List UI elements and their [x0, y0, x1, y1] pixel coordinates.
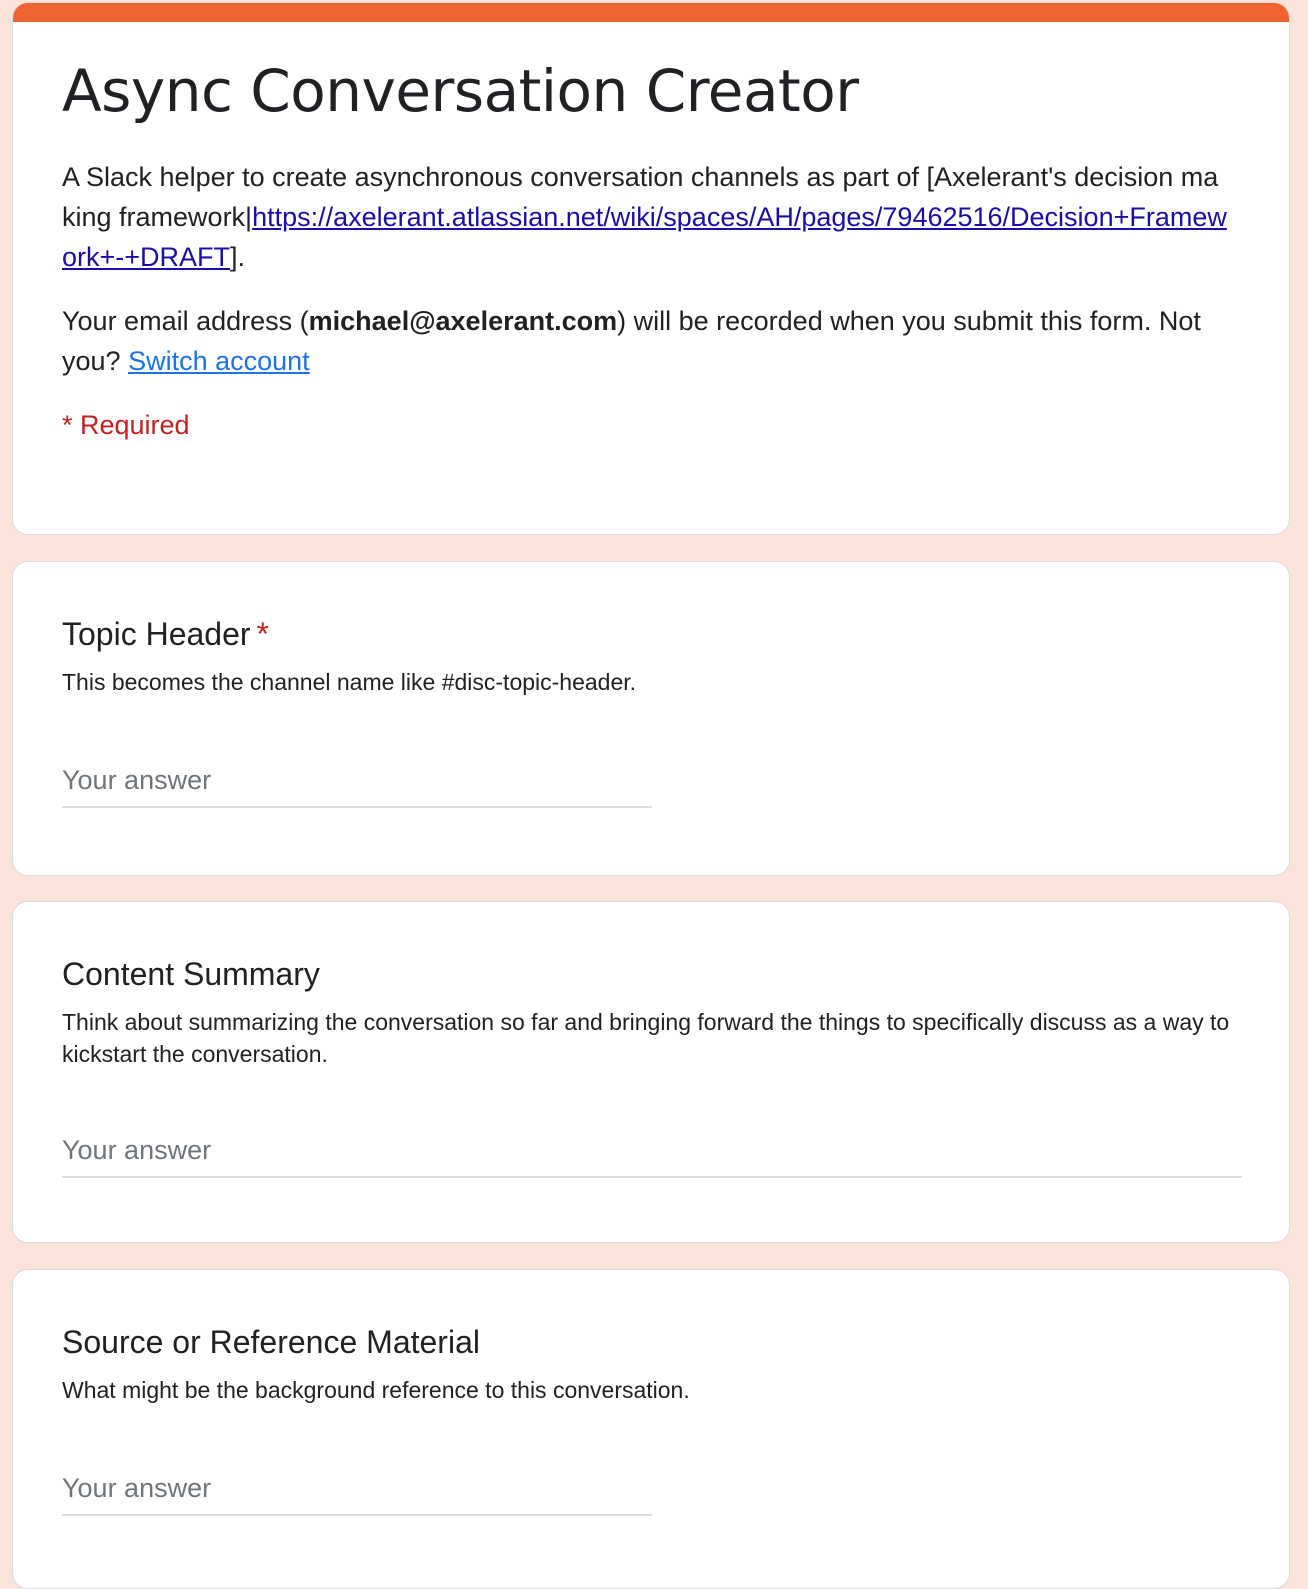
content-summary-input[interactable]	[62, 1130, 1242, 1178]
question-card-content-summary	[12, 901, 1290, 1243]
required-star: *	[256, 616, 269, 652]
header-accent-bar	[13, 3, 1289, 22]
source-reference-input[interactable]	[62, 1468, 652, 1516]
question-description: This becomes the channel name like #disc-topic-header.	[62, 669, 637, 695]
form-header-content	[62, 51, 1229, 445]
topic-header-input[interactable]	[62, 760, 652, 808]
form-description-text: A Slack helper to create asynchronous conversation channels as part of [Axelerant's decision making framework|	[62, 162, 1219, 232]
form-description	[62, 157, 1229, 277]
form-description-end: ].	[230, 242, 246, 272]
switch-account-link[interactable]: Switch account	[128, 346, 310, 376]
question-title-text: Topic Header	[62, 616, 251, 652]
email-notice	[62, 301, 1229, 381]
question-title: Source or Reference Material	[62, 1324, 480, 1360]
decision-framework-link[interactable]: https://axelerant.atlassian.net/wiki/spaces/AH/pages/79462516/Decision+Framework+-+DRAFT	[62, 202, 1227, 272]
question-card-source-reference	[12, 1269, 1290, 1589]
form-header-card	[12, 2, 1290, 535]
email-notice-prefix: Your email address (	[62, 306, 309, 336]
question-description: What might be the background reference to this conversation.	[62, 1377, 690, 1403]
form-title: Async Conversation Creator	[62, 57, 859, 125]
required-note: * Required	[62, 410, 190, 440]
email-notice-suffix: ) will be recorded when you submit this form. Not you?	[62, 306, 1201, 376]
question-card-topic-header	[12, 561, 1290, 876]
question-title: Content Summary	[62, 956, 320, 992]
user-email: michael@axelerant.com	[308, 306, 618, 336]
question-title	[62, 612, 269, 656]
question-description: Think about summarizing the conversation so far and bringing forward the things to specifically discuss as a way to kickstart the conversation.	[62, 1009, 1230, 1067]
